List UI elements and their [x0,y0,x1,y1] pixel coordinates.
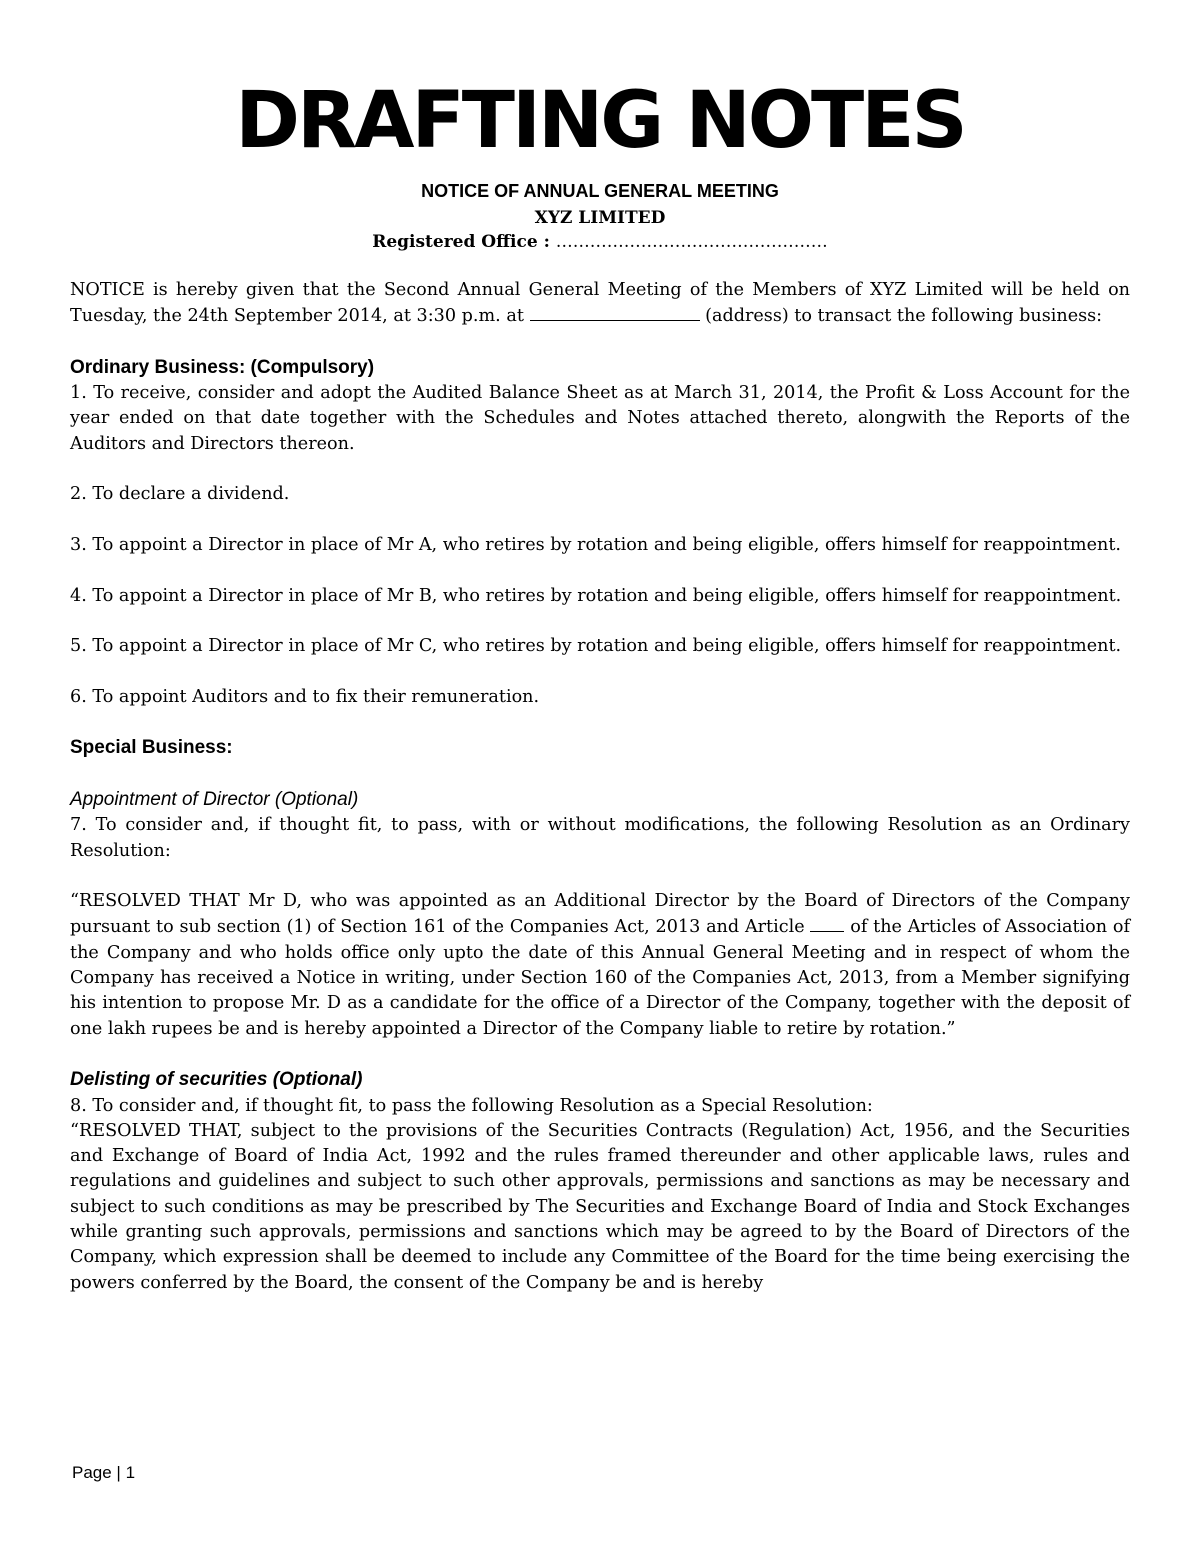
ordinary-business-heading: Ordinary Business: (Compulsory) [70,356,375,378]
appointment-heading: Appointment of Director (Optional) [70,788,359,810]
ordinary-item-5: 5. To appoint a Director in place of Mr C, who retires by rotation and being eligible, offers himself for reappointment. [70,636,1122,657]
delisting-item: 8. To consider and, if thought fit, to pass the following Resolution as a Special Resolution: [70,1095,873,1116]
ordinary-item-2: 2. To declare a dividend. [70,484,290,505]
ordinary-item-4: 4. To appoint a Director in place of Mr B, who retires by rotation and being eligible, offers himself for reappointment. [70,585,1122,606]
intro-text-before: NOTICE is hereby given that the Second Annual General Meeting of the Members of XYZ Limited will be held on Tuesday, the 24th September 2014, at 3:30 p.m. at [70,280,1130,327]
company-name: XYZ LIMITED [534,208,666,228]
page-number: Page | 1 [72,1463,136,1482]
appointment-resolution-after: of the Articles of Association of the Company and who holds office only upto the date of this Annual General Meeting and in respect of whom the Company has received a Notice in writing, under Section 160 of the Companies Act, 2013, from a Member signifying his intention to propose Mr. D as a candidate for the office of a Director of the Company, together with the deposit of one lakh rupees be and is hereby appointed a Director of the Company liable to retire by rotation.” [70,917,1130,1039]
delisting-heading: Delisting of securities (Optional) [70,1069,363,1091]
special-business-heading: Special Business: [70,737,233,759]
registered-office-value: ………………………………………… [555,232,828,252]
appointment-resolution [70,889,1130,1042]
notice-heading: NOTICE OF ANNUAL GENERAL MEETING [421,181,779,201]
appointment-resolution-before: “RESOLVED THAT Mr D, who was appointed as an Additional Director by the Board of Directors of the Company pursuant to sub section (1) of Section 161 of the Companies Act, 2013 and Article [70,891,1130,938]
address-blank [530,303,700,321]
ordinary-item-6: 6. To appoint Auditors and to fix their remuneration. [70,686,540,707]
registered-office [0,231,1200,253]
ordinary-item-3: 3. To appoint a Director in place of Mr A, who retires by rotation and being eligible, offers himself for reappointment. [70,534,1122,555]
registered-office-label: Registered Office : [372,232,556,252]
intro-paragraph [70,278,1130,330]
intro-text-after: (address) to transact the following business: [699,306,1103,327]
document-title: DRAFTING NOTES [235,76,965,166]
delisting-resolution: “RESOLVED THAT, subject to the provisions of the Securities Contracts (Regulation) Act, 1956, and the Securities and Exchange of Board of India Act, 1992 and the rules framed thereunder and other applicable laws, rules and regulations and guidelines and subject to such other approvals, permissions and sanctions as may be necessary and subject to such conditions as may be prescribed by The Securities and Exchange Board of India and Stock Exchanges while granting such approvals, permissions and sanctions which may be agreed to by the Board of Directors of the Company, which expression shall be deemed to include any Committee of the Board for the time being exercising the powers conferred by the Board, the consent of the Company be and is hereby [70,1120,1130,1293]
notice-body [70,278,1130,1296]
appointment-item: 7. To consider and, if thought fit, to pass, with or without modifications, the following Resolution as an Ordinary Resolution: [70,815,1130,861]
ordinary-item-1: 1. To receive, consider and adopt the Audited Balance Sheet as at March 31, 2014, the Profit & Loss Account for the year ended on that date together with the Schedules and Notes attached thereto, alongwith the Reports of the Auditors and Directors thereon. [70,383,1130,454]
article-blank [810,914,844,932]
